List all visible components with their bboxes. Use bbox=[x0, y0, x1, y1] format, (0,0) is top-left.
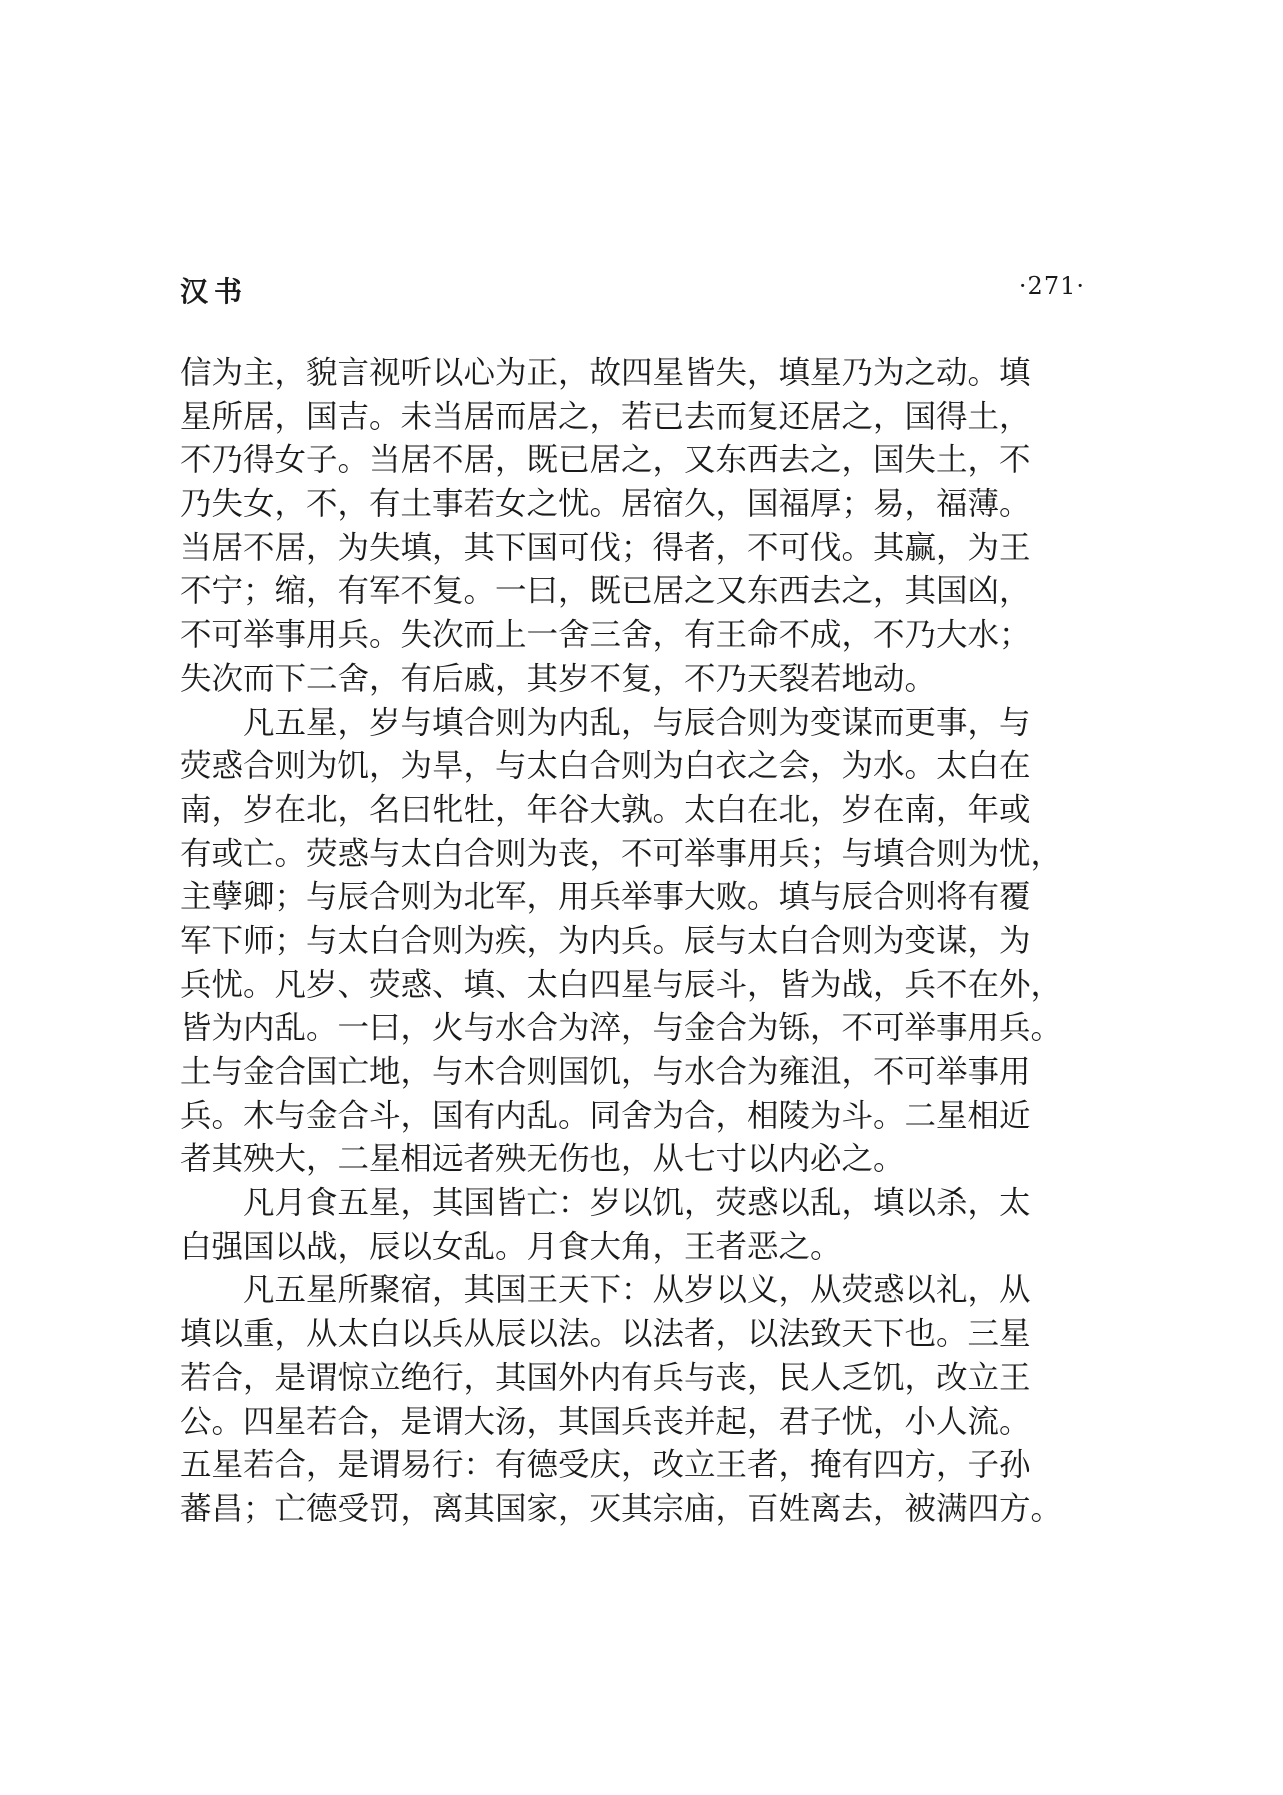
text-line: 乃失女，不，有土事若女之忧。居宿久，国福厚；易，福薄。 bbox=[180, 486, 1031, 523]
text-line: 公。四星若合，是谓大汤，其国兵丧并起，君子忧，小人流。 bbox=[180, 1403, 1031, 1440]
paragraph-first-line: 凡五星所聚宿，其国王天下：从岁以义，从荧惑以礼，从 bbox=[243, 1272, 1031, 1309]
text-line: 不可举事用兵。失次而上一舍三舍，有王命不成，不乃大水； bbox=[180, 617, 1031, 654]
text-line: 蕃昌；亡德受罚，离其国家，灭其宗庙，百姓离去，被满四方。 bbox=[180, 1490, 1063, 1527]
book-title: 汉书 bbox=[180, 275, 249, 308]
text-line: 星所居，国吉。未当居而居之，若已去而复还居之，国得土， bbox=[180, 398, 1031, 435]
text-line: 白强国以战，辰以女乱。月食大角，王者恶之。 bbox=[180, 1228, 842, 1265]
text-line: 信为主，貌言视听以心为正，故四星皆失，填星乃为之动。填 bbox=[180, 355, 1031, 391]
text-line: 当居不居，为失填，其下国可伐；得者，不可伐。其赢，为王 bbox=[180, 529, 1031, 566]
text-line: 者其殃大，二星相远者殃无伤也，从七寸以内必之。 bbox=[180, 1141, 905, 1178]
text-line: 兵忧。凡岁、荧惑、填、太白四星与辰斗，皆为战，兵不在外， bbox=[180, 966, 1063, 1003]
text-line: 主孽卿；与辰合则为北军，用兵举事大败。填与辰合则将有覆 bbox=[180, 879, 1031, 916]
text-line: 失次而下二舍，有后戚，其岁不复，不乃天裂若地动。 bbox=[180, 660, 937, 697]
text-line: 有或亡。荧惑与太白合则为丧，不可举事用兵；与填合则为忧， bbox=[180, 835, 1063, 872]
text-line: 不乃得女子。当居不居，既已居之，又东西去之，国失土，不 bbox=[180, 442, 1031, 479]
page-number: ·271· bbox=[1018, 272, 1085, 300]
text-line: 不宁；缩，有军不复。一曰，既已居之又东西去之，其国凶， bbox=[180, 573, 1031, 610]
text-line: 皆为内乱。一曰，火与水合为淬，与金合为铄，不可举事用兵。 bbox=[180, 1010, 1063, 1047]
paragraph-first-line: 凡五星，岁与填合则为内乱，与辰合则为变谋而更事，与 bbox=[243, 704, 1031, 741]
text-line: 土与金合国亡地，与木合则国饥，与水合为雍沮，不可举事用 bbox=[180, 1054, 1031, 1090]
text-line: 军下师；与太白合则为疾，为内兵。辰与太白合则为变谋，为 bbox=[180, 922, 1031, 959]
paragraph-first-line: 凡月食五星，其国皆亡：岁以饥，荧惑以乱，填以杀，太 bbox=[243, 1185, 1031, 1222]
running-head bbox=[180, 270, 1085, 310]
text-line: 填以重，从太白以兵从辰以法。以法者，以法致天下也。三星 bbox=[180, 1316, 1031, 1353]
body-text bbox=[180, 352, 1090, 1532]
text-line: 兵。木与金合斗，国有内乱。同舍为合，相陵为斗。二星相近 bbox=[180, 1097, 1031, 1134]
text-line: 荧惑合则为饥，为旱，与太白合则为白衣之会，为水。太白在 bbox=[180, 748, 1031, 785]
text-line: 南，岁在北，名曰牝牡，年谷大孰。太白在北，岁在南，年或 bbox=[180, 791, 1031, 828]
text-line: 五星若合，是谓易行：有德受庆，改立王者，掩有四方，子孙 bbox=[180, 1447, 1031, 1484]
text-line: 若合，是谓惊立绝行，其国外内有兵与丧，民人乏饥，改立王 bbox=[180, 1359, 1031, 1396]
